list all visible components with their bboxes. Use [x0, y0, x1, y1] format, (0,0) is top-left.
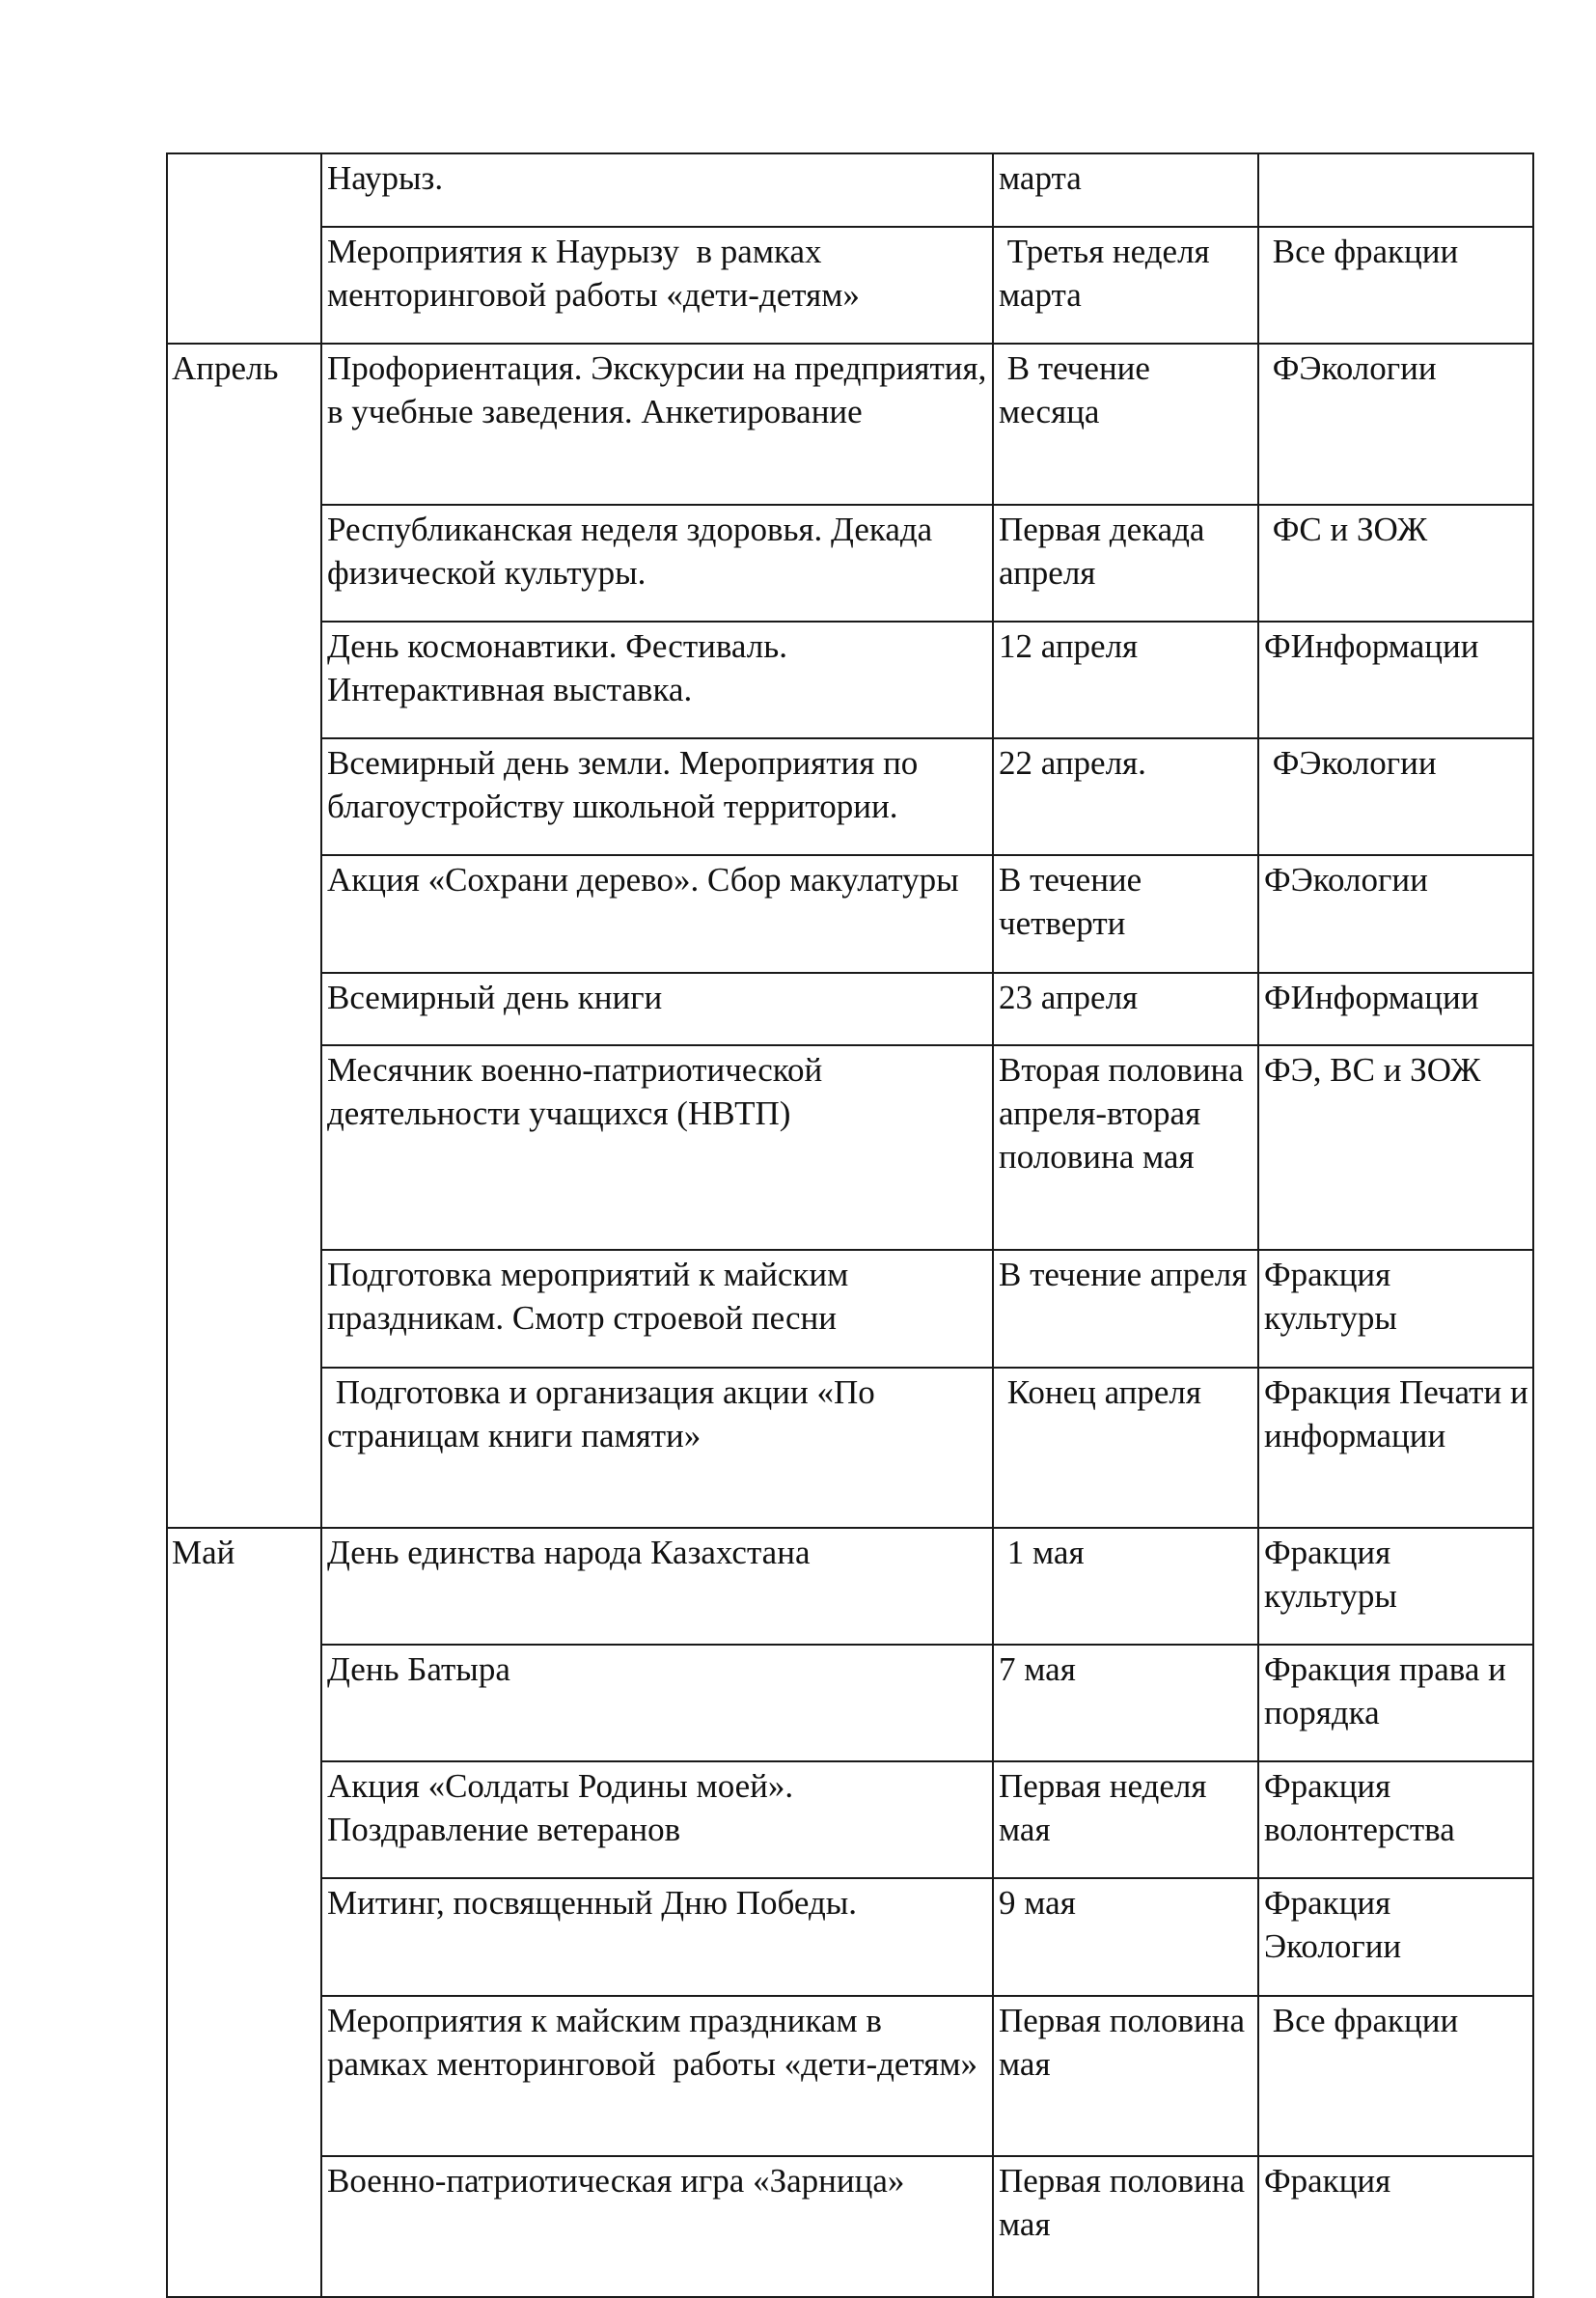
responsible-cell: ФЭкологии — [1258, 344, 1533, 505]
date-cell: 9 мая — [993, 1878, 1258, 1996]
table-row — [167, 1368, 1533, 1528]
date-cell: Конец апреля — [993, 1368, 1258, 1528]
table-row — [167, 1645, 1533, 1761]
event-cell: День космонавтики. Фестиваль. Интерактивная выставка. — [321, 622, 993, 738]
event-cell: Мероприятия к Наурызу в рамках менторинговой работы «дети-детям» — [321, 227, 993, 344]
table-row — [167, 227, 1533, 344]
event-cell: Профориентация. Экскурсии на предприятия, в учебные заведения. Анкетирование — [321, 344, 993, 505]
responsible-cell: ФЭ, ВС и ЗОЖ — [1258, 1045, 1533, 1250]
event-cell: Акция «Сохрани дерево». Сбор макулатуры — [321, 855, 993, 973]
responsible-cell — [1258, 153, 1533, 227]
table-row — [167, 2156, 1533, 2297]
table-row — [167, 855, 1533, 973]
event-cell: День единства народа Казахстана — [321, 1528, 993, 1645]
event-cell: Подготовка и организация акции «По страницам книги памяти» — [321, 1368, 993, 1528]
responsible-cell: Все фракции — [1258, 227, 1533, 344]
responsible-cell: ФЭкологии — [1258, 855, 1533, 973]
table-row — [167, 153, 1533, 227]
event-cell: Акция «Солдаты Родины моей». Поздравление ветеранов — [321, 1761, 993, 1878]
month-cell-april: Апрель — [167, 344, 321, 1528]
responsible-cell: ФС и ЗОЖ — [1258, 505, 1533, 622]
event-cell: Всемирный день книги — [321, 973, 993, 1045]
date-cell: 1 мая — [993, 1528, 1258, 1645]
month-cell-may: Май — [167, 1528, 321, 2297]
table-row — [167, 622, 1533, 738]
responsible-cell: Фракция культуры — [1258, 1528, 1533, 1645]
event-cell: Подготовка мероприятий к майским праздникам. Смотр строевой песни — [321, 1250, 993, 1368]
event-cell: Военно-патриотическая игра «Зарница» — [321, 2156, 993, 2297]
date-cell: Первая половина мая — [993, 2156, 1258, 2297]
month-cell-march-continued — [167, 153, 321, 344]
responsible-cell: ФИнформации — [1258, 973, 1533, 1045]
table-row — [167, 505, 1533, 622]
table-row — [167, 1878, 1533, 1996]
event-cell: День Батыра — [321, 1645, 993, 1761]
table-row — [167, 1996, 1533, 2156]
table-row — [167, 973, 1533, 1045]
date-cell: 7 мая — [993, 1645, 1258, 1761]
event-cell: Митинг, посвященный Дню Победы. — [321, 1878, 993, 1996]
table-row — [167, 1045, 1533, 1250]
event-cell: Всемирный день земли. Мероприятия по благоустройству школьной территории. — [321, 738, 993, 855]
table-row — [167, 1250, 1533, 1368]
event-cell: Месячник военно-патриотической деятельности учащихся (НВТП) — [321, 1045, 993, 1250]
responsible-cell: ФЭкологии — [1258, 738, 1533, 855]
responsible-cell: Все фракции — [1258, 1996, 1533, 2156]
date-cell: В течение апреля — [993, 1250, 1258, 1368]
date-cell: В течение месяца — [993, 344, 1258, 505]
date-cell: 22 апреля. — [993, 738, 1258, 855]
responsible-cell: Фракция волонтерства — [1258, 1761, 1533, 1878]
table-row — [167, 1761, 1533, 1878]
event-cell: Наурыз. — [321, 153, 993, 227]
date-cell: Третья неделя марта — [993, 227, 1258, 344]
date-cell: Вторая половина апреля-вторая половина мая — [993, 1045, 1258, 1250]
date-cell: В течение четверти — [993, 855, 1258, 973]
table-row — [167, 1528, 1533, 1645]
event-cell: Мероприятия к майским праздникам в рамках менторинговой работы «дети-детям» — [321, 1996, 993, 2156]
responsible-cell: Фракция права и порядка — [1258, 1645, 1533, 1761]
responsible-cell: Фракция культуры — [1258, 1250, 1533, 1368]
responsible-cell: Фракция — [1258, 2156, 1533, 2297]
date-cell: Первая половина мая — [993, 1996, 1258, 2156]
responsible-cell: ФИнформации — [1258, 622, 1533, 738]
date-cell: Первая неделя мая — [993, 1761, 1258, 1878]
events-plan-table — [166, 152, 1537, 2298]
responsible-cell: Фракция Экологии — [1258, 1878, 1533, 1996]
date-cell: 23 апреля — [993, 973, 1258, 1045]
date-cell: Первая декада апреля — [993, 505, 1258, 622]
date-cell: 12 апреля — [993, 622, 1258, 738]
event-cell: Республиканская неделя здоровья. Декада физической культуры. — [321, 505, 993, 622]
table-row — [167, 344, 1533, 505]
date-cell: марта — [993, 153, 1258, 227]
table-row — [167, 738, 1533, 855]
responsible-cell: Фракция Печати и информации — [1258, 1368, 1533, 1528]
